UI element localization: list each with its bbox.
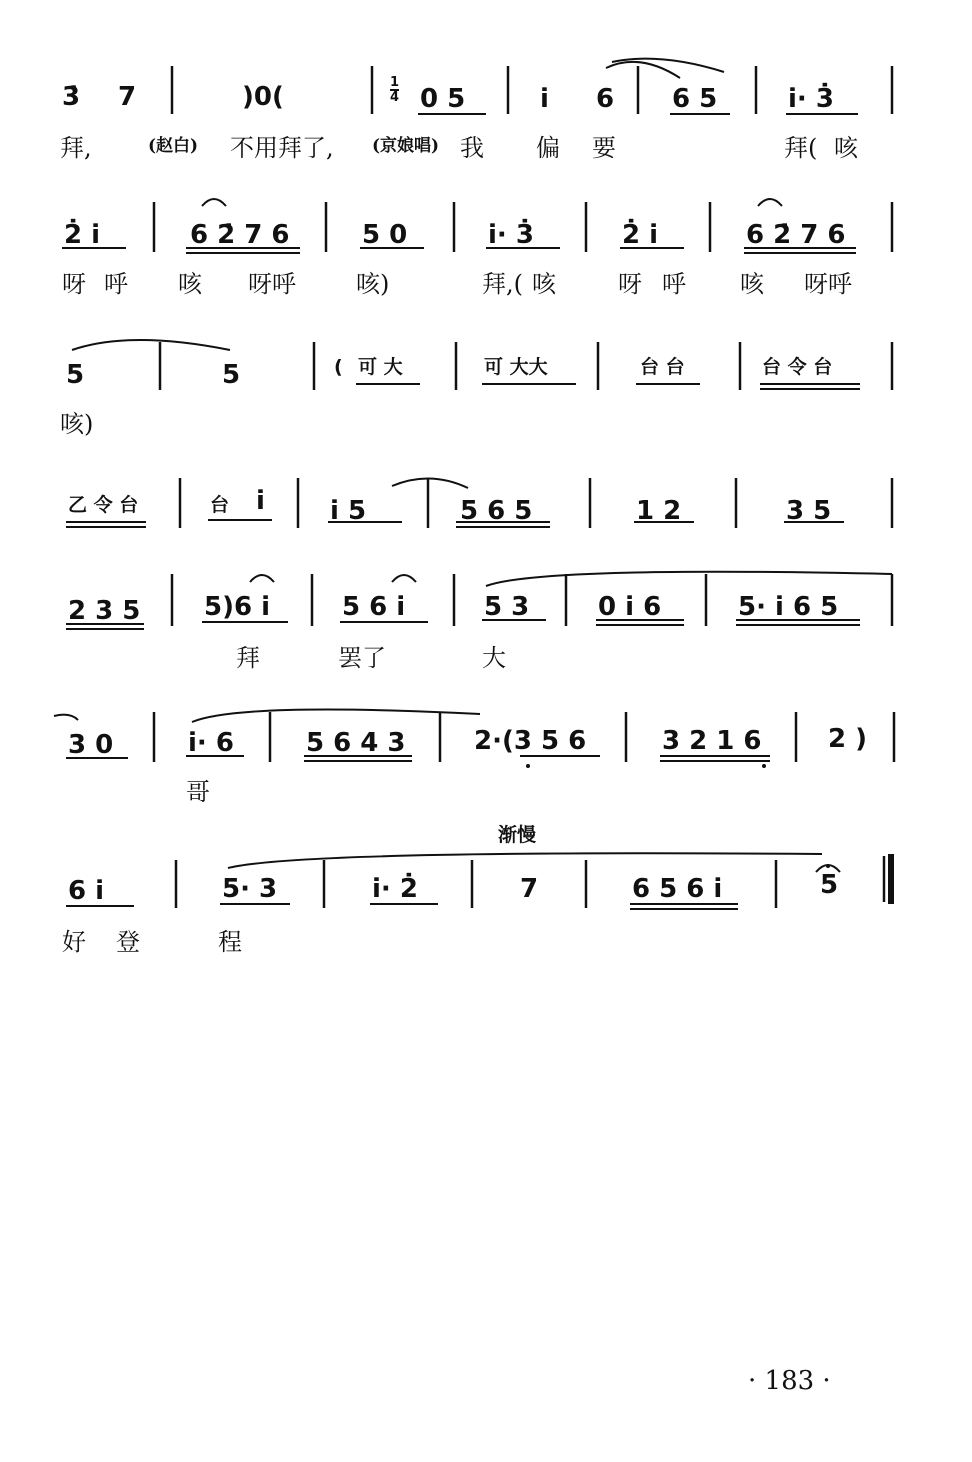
note-group: 3 0 — [68, 730, 114, 760]
lyric: 拜,( — [482, 270, 523, 298]
note-group: 3̇ — [62, 82, 81, 112]
note-group: 5 6 4 3 — [306, 728, 406, 758]
note-group: 5 6 5 — [460, 496, 533, 526]
lyric: 罢了 — [338, 644, 386, 672]
note-group: 0 5 — [420, 84, 466, 114]
lyric: (京娘唱) — [372, 136, 440, 156]
note-group: 6 — [596, 84, 615, 114]
lyric: 不用拜了, — [230, 134, 334, 162]
note-group: i̇ 5 — [330, 496, 367, 526]
note-group: i̇· 3̇ — [488, 220, 534, 250]
note-group: 3 2 1 6 — [662, 726, 762, 756]
percussion-syllable: 可 大大 — [484, 356, 548, 378]
lyric: 咳 — [834, 134, 858, 162]
note-group: 6 i̇ — [68, 876, 105, 906]
percussion-syllable: 台 — [210, 494, 230, 516]
lyric: 偏 — [536, 134, 560, 162]
lyric: 咳 — [740, 270, 764, 298]
note-group: 5 0 — [362, 220, 408, 250]
lyric: 呀 — [618, 270, 642, 298]
tempo-marking: 渐慢 — [498, 824, 537, 846]
note-group: i̇· 2̇ — [372, 874, 418, 904]
lyric: (赵白) — [148, 136, 199, 156]
lyric: 哥 — [186, 778, 210, 806]
lyric: 要 — [592, 134, 616, 162]
note-group: 6 5 6 i̇ — [632, 874, 723, 904]
lyric: 好 — [62, 928, 86, 956]
lyric: 咳 — [532, 270, 556, 298]
note-group: 6 2̇ 7 6 — [190, 220, 290, 250]
note-group: 5 — [222, 360, 241, 390]
lyric: 登 — [116, 928, 140, 956]
note-group: i̇· 6 — [188, 728, 234, 758]
lyric: 呀 — [62, 270, 86, 298]
note-group: 3 5 — [786, 496, 832, 526]
percussion-syllable: 可 大 — [358, 356, 403, 378]
lyric: 大 — [482, 644, 506, 672]
time-signature: $\frac{1}{4}$ — [390, 75, 400, 105]
note-group: 2̇ i̇ — [64, 220, 101, 250]
lyric: 咳) — [60, 410, 94, 438]
note-group: 7 — [118, 82, 137, 112]
percussion-syllable: 乙 令 台 — [68, 494, 139, 516]
page-number: · 183 · — [748, 1366, 831, 1396]
percussion-syllable: 台 令 台 — [762, 356, 833, 378]
lyric: 拜 — [236, 644, 260, 672]
lyric: 咳 — [178, 270, 202, 298]
note-group: 5· i̇ 6 5 — [738, 592, 839, 622]
lyric: 咳) — [356, 270, 390, 298]
note-group: 5· 3 — [222, 874, 278, 904]
note-group: i̇· 3̇ — [788, 84, 834, 114]
note-group: 5)6 i̇ — [204, 592, 271, 622]
note-group: 6 2̇ 7 6 — [746, 220, 846, 250]
note-group: 2 3 5 — [68, 596, 141, 626]
lyric: 呀呼 — [248, 270, 296, 298]
note-group: 5 6 i̇ — [342, 592, 406, 622]
note-group: i̇ — [540, 84, 549, 114]
lyric: 拜, — [60, 134, 92, 162]
percussion-syllable: ( — [334, 356, 343, 378]
note-group: 7 — [520, 874, 539, 904]
lyric: 呀呼 — [804, 270, 852, 298]
note-group: 6 5 — [672, 84, 718, 114]
note-group: 5 — [66, 360, 85, 390]
lyric: 呼 — [662, 270, 686, 298]
note-group: 5 3 — [484, 592, 530, 622]
note-group: 2 ) — [828, 724, 868, 754]
note-group: 2̇ i̇ — [622, 220, 659, 250]
percussion-syllable: 台 台 — [640, 356, 685, 378]
note-group: 0 i̇ 6 — [598, 592, 662, 622]
note-group: )0( — [242, 82, 284, 112]
lyric: 拜( — [784, 134, 818, 162]
lyric: 呼 — [104, 270, 128, 298]
lyric: 我 — [460, 134, 484, 162]
note-group: 1 2 — [636, 496, 682, 526]
note-group: i̇ — [256, 486, 265, 516]
note-group: 2·(3 5 6 — [474, 726, 587, 756]
lyric: 程 — [218, 928, 242, 956]
note-group: 5 — [820, 870, 839, 900]
